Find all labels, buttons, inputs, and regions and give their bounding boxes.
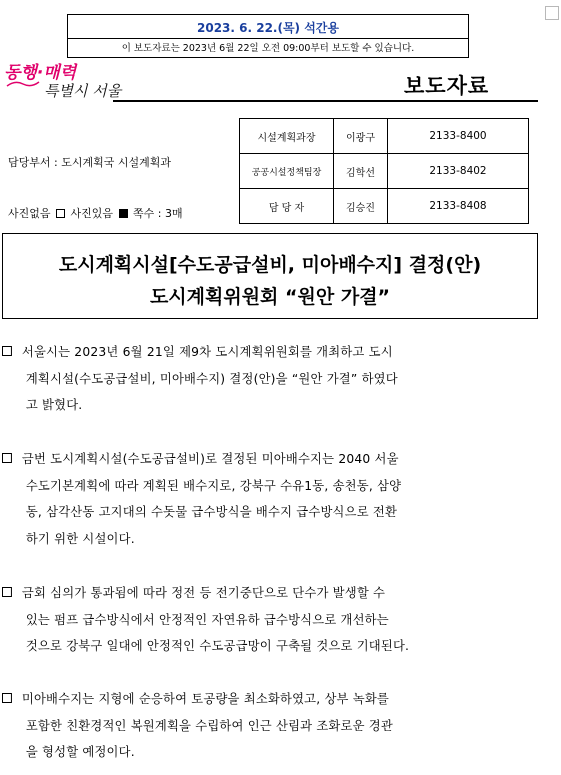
has-photo-label: 사진있음 <box>70 207 114 220</box>
release-date-box <box>67 14 469 58</box>
paragraph-line: 포함한 친환경적인 복원계획을 수립하여 인근 산림과 조화로운 경관 <box>25 717 393 733</box>
bullet-box-icon <box>2 346 12 356</box>
paragraph <box>2 580 544 660</box>
logo-slogan-top: 동행·매력 <box>4 63 77 83</box>
bullet-box-icon <box>2 587 12 597</box>
release-title: 보도자료 <box>404 74 490 98</box>
logo-wave-icon <box>6 80 40 88</box>
contact-row <box>240 154 529 189</box>
seoul-logo <box>4 58 122 118</box>
paragraph-line: 계획시설(수도공급설비, 미아배수지) 결정(안)을 “원안 가결” 하였다 <box>25 370 398 386</box>
paragraph <box>2 339 544 419</box>
contact-role: 시설계획과장 <box>240 119 334 154</box>
headline-box <box>2 233 538 319</box>
contact-name: 이광구 <box>334 119 388 154</box>
paragraph-line: 서울시는 2023년 6월 21일 제9차 도시계획위원회를 개최하고 도시 <box>21 344 393 359</box>
paragraph <box>2 446 544 552</box>
contact-name: 김학선 <box>334 154 388 189</box>
paragraph-line: 하기 위한 시설이다. <box>25 530 135 546</box>
page-corner-marker <box>545 6 559 20</box>
no-photo-checkbox <box>56 209 65 218</box>
paragraph-line: 동, 삼각산동 고지대의 수돗물 급수방식을 배수지 급수방식으로 전환 <box>25 504 398 519</box>
contact-row <box>240 119 529 154</box>
contact-phone: 2133-8408 <box>388 189 529 224</box>
bullet-box-icon <box>2 693 12 703</box>
no-photo-label: 사진없음 <box>8 207 51 220</box>
department-info: 담당부서 : 도시계획국 시설계획과 <box>8 156 171 169</box>
contact-role: 공공시설정책팀장 <box>240 154 334 189</box>
contact-role: 담 당 자 <box>240 189 334 224</box>
contact-table <box>239 118 529 224</box>
paragraph-line: 금번 도시계획시설(수도공급설비)로 결정된 미아배수지는 2040 서울 <box>21 451 399 466</box>
contact-phone: 2133-8402 <box>388 154 529 189</box>
page-count: 쪽수 : 3매 <box>133 207 183 220</box>
contact-name: 김승진 <box>334 189 388 224</box>
contact-phone: 2133-8400 <box>388 119 529 154</box>
paragraph-line: 있는 펌프 급수방식에서 안정적인 자연유하 급수방식으로 개선하는 <box>25 611 389 627</box>
paragraph-line: 고 밝혔다. <box>25 397 83 412</box>
bullet-box-icon <box>2 453 12 463</box>
paragraph-line: 을 형성할 예정이다. <box>25 744 135 759</box>
paragraph-line: 것으로 강북구 일대에 안정적인 수도공급망이 구축될 것으로 기대된다. <box>25 638 410 653</box>
photo-info <box>8 205 183 221</box>
headline-line-1: 도시계획시설[수도공급설비, 미아배수지] 결정(안) <box>58 254 482 276</box>
embargo-notice: 이 보도자료는 2023년 6월 22일 오전 09:00부터 보도할 수 있습니다. <box>68 38 468 58</box>
logo-slogan-bottom: 특별시 서울 <box>44 82 122 100</box>
paragraph <box>2 686 544 766</box>
paragraph-line: 금회 심의가 통과됨에 따라 정전 등 전기중단으로 단수가 발생할 수 <box>21 585 386 600</box>
contact-row <box>240 189 529 224</box>
paragraph-line: 수도기본계획에 따라 계획된 배수지로, 강북구 수유1동, 송천동, 삼양 <box>25 477 402 493</box>
paragraph-line: 미아배수지는 지형에 순응하여 토공량을 최소화하였고, 상부 녹화를 <box>21 691 389 706</box>
header-divider <box>113 100 538 102</box>
release-date: 2023. 6. 22.(목) 석간용 <box>197 21 339 35</box>
headline-line-2: 도시계획위원회 “원안 가결” <box>149 286 391 308</box>
has-photo-checkbox <box>119 209 128 218</box>
